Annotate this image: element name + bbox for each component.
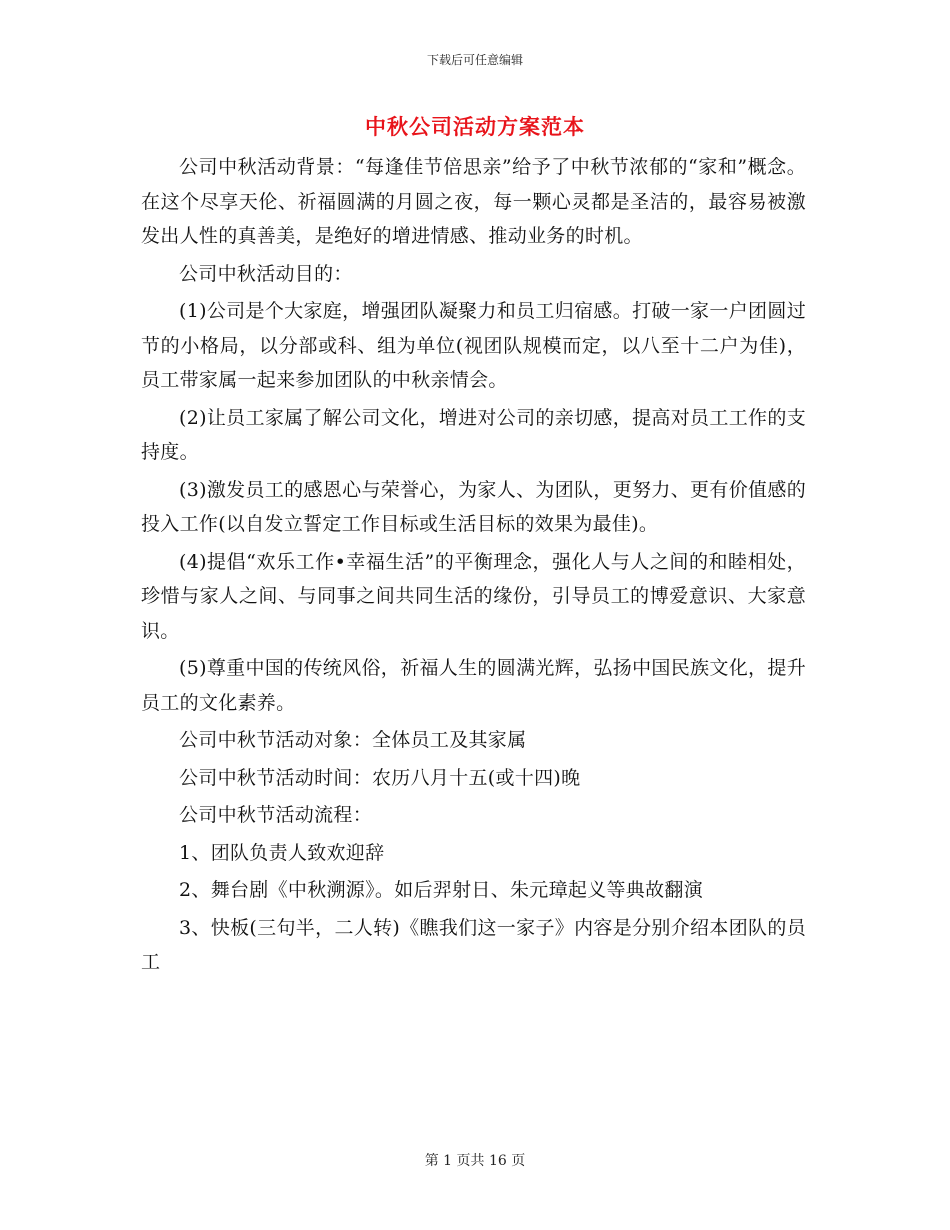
paragraph-process-heading: 公司中秋节活动流程：: [179, 804, 373, 826]
paragraph-process-3: 3、快板(三句半，二人转)《瞧我们这一家子》内容是分别介绍本团队的员工: [141, 916, 806, 973]
document-body: [141, 150, 806, 980]
paragraph-process-1: 1、团队负责人致欢迎辞: [179, 841, 385, 864]
paragraph-purpose-5: (5)尊重中国的传统风俗，祈福人生的圆满光辉，弘扬中国民族文化，提升员工的文化素养。: [141, 657, 806, 714]
paragraph-audience: 公司中秋节活动对象：全体员工及其家属: [179, 729, 527, 751]
paragraph-purpose-3: (3)激发员工的感恩心与荣誉心，为家人、为团队，更努力、更有价值感的投入工作(以自发立誓定工作目标或生活目标的效果为最佳)。: [141, 478, 806, 535]
paragraph-purpose-4: (4)提倡“欢乐工作•幸福生活”的平衡理念，强化人与人之间的和睦相处，珍惜与家人之间、与同事之间共同生活的缘份，引导员工的博爱意识、大家意识。: [141, 550, 806, 642]
paragraph-purpose-heading: 公司中秋活动目的：: [179, 262, 353, 285]
page-footer: 第 1 页共 16 页: [424, 1153, 526, 1169]
paragraph-background: 公司中秋活动背景：“每逢佳节倍思亲”给予了中秋节浓郁的“家和”概念。在这个尽享天伦、祈福圆满的月圆之夜，每一颗心灵都是圣洁的，最容易被激发出人性的真善美，是绝好的增进情感、推动业务的时机。: [141, 156, 806, 247]
document-title: 中秋公司活动方案范本: [365, 114, 585, 139]
paragraph-process-2: 2、舞台剧《中秋溯源》。如后羿射日、朱元璋起义等典故翻演: [179, 879, 703, 901]
paragraph-time: 公司中秋节活动时间：农历八月十五(或十四)晚: [179, 766, 581, 789]
paragraph-purpose-2: (2)让员工家属了解公司文化，增进对公司的亲切感，提高对员工工作的支持度。: [141, 406, 806, 463]
paragraph-purpose-1: (1)公司是个大家庭，增强团队凝聚力和员工归宿感。打破一家一户团圆过节的小格局，以分部或科、组为单位(视团队规模而定，以八至十二户为佳)，员工带家属一起来参加团队的中秋亲情会。: [141, 300, 806, 391]
page-header: 下载后可任意编辑: [426, 53, 523, 67]
